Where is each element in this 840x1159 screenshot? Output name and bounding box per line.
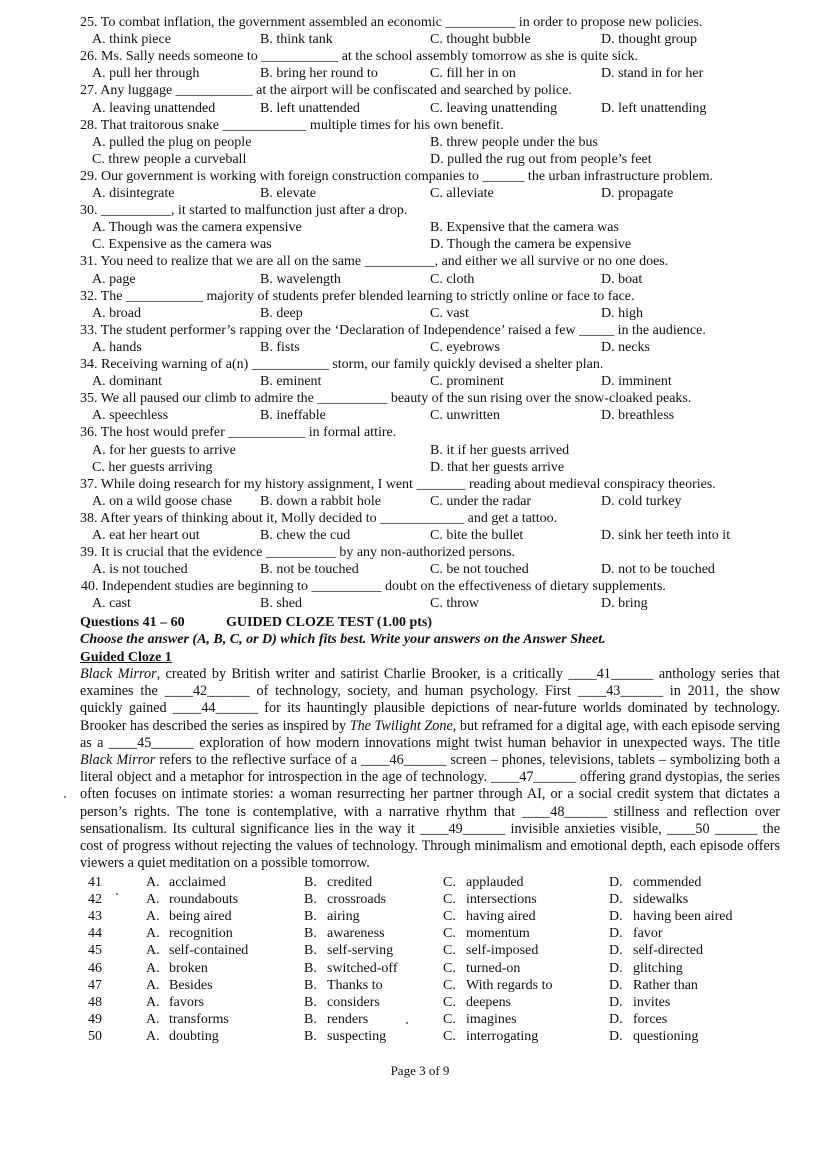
scan-speck	[116, 893, 118, 895]
answer-option[interactable]: A. disintegrate	[92, 186, 175, 201]
cloze-passage	[80, 666, 780, 872]
option-c[interactable]: intersections	[466, 892, 537, 908]
answer-option[interactable]: B. Expensive that the camera was	[430, 220, 619, 236]
section-title: GUIDED CLOZE TEST (1.00 pts)	[226, 615, 433, 630]
option-letter: B.	[304, 926, 317, 942]
question-text: 31. You need to realize that we are all on the same __________, and either we all survive or no one does.	[80, 254, 669, 270]
answer-option[interactable]: C. under the radar	[430, 493, 532, 509]
answer-table-row	[0, 1028, 840, 1045]
question-text: 37. While doing research for my history assignment, I went _______ reading about medieval conspiracy theories.	[80, 476, 716, 492]
question-text: 39. It is crucial that the evidence __________ by any non-authorized persons.	[80, 545, 516, 561]
option-letter: B.	[304, 1028, 317, 1044]
option-letter: A.	[146, 892, 160, 908]
answer-option[interactable]: D. imminent	[601, 374, 672, 390]
option-d[interactable]: self-directed	[633, 943, 703, 959]
option-letter: C.	[443, 875, 456, 890]
answer-option[interactable]: B. down a rabbit hole	[260, 493, 381, 509]
answer-table-row	[0, 1011, 840, 1028]
question-stem	[0, 82, 840, 99]
answer-option[interactable]: D. necks	[601, 339, 650, 355]
option-letter: B.	[304, 909, 317, 925]
option-letter: A.	[146, 1011, 160, 1027]
question-text: 32. The ___________ majority of students prefer blended learning to strictly online or face to face.	[80, 288, 635, 304]
option-b[interactable]: credited	[327, 875, 373, 890]
answer-option[interactable]: C. Expensive as the camera was	[92, 237, 272, 253]
option-row	[0, 305, 840, 322]
option-c[interactable]: imagines	[466, 1011, 517, 1027]
option-c[interactable]: applauded	[466, 875, 524, 890]
option-a[interactable]: doubting	[169, 1028, 219, 1044]
passage-title-italic: Black Mirror	[80, 666, 157, 682]
passage-reference-italic: The Twilight Zone	[349, 717, 453, 734]
question-text: 33. The student performer’s rapping over the ‘Declaration of Independence’ raised a few _____ in the audience.	[80, 322, 706, 338]
answer-table-row	[0, 874, 840, 891]
answer-option[interactable]: D. not to be touched	[601, 562, 715, 578]
answer-table-row	[0, 994, 840, 1011]
option-a[interactable]: Besides	[169, 977, 213, 993]
question-stem	[0, 544, 840, 561]
question-number: 49	[88, 1011, 102, 1027]
answer-option[interactable]: A. is not touched	[92, 562, 188, 578]
answer-option[interactable]: C. thought bubble	[430, 32, 531, 48]
question-text: 36. The host would prefer ___________ in formal attire.	[80, 425, 397, 441]
answer-option[interactable]: C. prominent	[430, 374, 504, 390]
option-d[interactable]: having been aired	[633, 909, 733, 925]
option-letter: C.	[443, 909, 456, 925]
answer-option[interactable]: D. that her guests arrive	[430, 459, 565, 475]
question-number: 47	[88, 977, 102, 993]
page-number: Page 3 of 9	[390, 1063, 450, 1078]
option-letter: D.	[609, 909, 623, 925]
option-row	[0, 407, 840, 424]
answer-option[interactable]: A. broad	[92, 305, 141, 321]
option-row	[0, 65, 840, 82]
question-stem	[0, 14, 840, 31]
answer-option[interactable]: C. throw	[430, 596, 479, 612]
option-letter: B.	[304, 977, 317, 993]
option-d[interactable]: questioning	[633, 1028, 699, 1044]
option-b[interactable]: airing	[327, 909, 360, 925]
passage-text: , created by British writer and satirist Charlie Brooker, is a critically ____41______ anthology series that examines the ____42______ of technology, society, and human psychology. First ____43______ in 2011, the show quickly gained ____44______ for its hauntingly plausible depictions of near-future worlds dominated by technology. Brooker has described the series as inspired by	[80, 666, 780, 734]
option-letter: C.	[443, 994, 456, 1010]
option-row	[0, 185, 840, 202]
answer-option[interactable]: B. ineffable	[260, 408, 326, 424]
option-row	[0, 561, 840, 578]
answer-option[interactable]: B. chew the cud	[260, 528, 351, 543]
answer-option[interactable]: B. shed	[260, 596, 302, 612]
section-range: Questions 41 – 60	[80, 615, 185, 630]
answer-option[interactable]: C. bite the bullet	[430, 528, 524, 543]
option-b[interactable]: renders	[327, 1011, 369, 1027]
answer-option[interactable]: B. left unattended	[260, 100, 360, 116]
option-row	[0, 219, 840, 236]
answer-option[interactable]: D. thought group	[601, 32, 698, 48]
option-row	[0, 134, 840, 151]
option-letter: C.	[443, 1011, 456, 1027]
option-letter: B.	[304, 994, 317, 1010]
question-number: 41	[88, 875, 102, 890]
question-text: 26. Ms. Sally needs someone to ___________ at the school assembly tomorrow as she is quite sick.	[80, 49, 638, 65]
question-number: 48	[88, 994, 102, 1010]
question-stem	[0, 510, 840, 527]
answer-option[interactable]: D. sink her teeth into it	[601, 528, 731, 543]
guided-cloze-subtitle: Guided Cloze 1	[80, 650, 172, 665]
option-letter: A.	[146, 875, 160, 890]
answer-option[interactable]: C. eyebrows	[430, 339, 500, 355]
question-stem	[0, 390, 840, 407]
option-letter: B.	[304, 875, 317, 890]
option-b[interactable]: considers	[327, 994, 380, 1010]
answer-option[interactable]: D. stand in for her	[601, 66, 704, 82]
option-letter: C.	[443, 943, 456, 959]
option-b[interactable]: switched-off	[327, 960, 398, 976]
option-row	[0, 339, 840, 356]
answer-option[interactable]: D. cold turkey	[601, 493, 682, 509]
option-letter: D.	[609, 1011, 623, 1027]
question-stem	[0, 253, 840, 270]
option-letter: A.	[146, 926, 160, 942]
option-d[interactable]: glitching	[633, 960, 683, 976]
question-text: 28. That traitorous snake ____________ multiple times for his own benefit.	[80, 117, 504, 133]
option-c[interactable]: having aired	[466, 909, 536, 925]
question-text: 27. Any luggage ___________ at the airport will be confiscated and searched by police.	[80, 83, 572, 99]
option-letter: C.	[443, 892, 456, 908]
option-b[interactable]: self-serving	[327, 943, 394, 959]
question-stem	[0, 322, 840, 339]
answer-option[interactable]: B. not be touched	[260, 562, 359, 578]
answer-option[interactable]: B. fists	[260, 339, 300, 355]
option-a[interactable]: favors	[169, 994, 204, 1010]
question-stem	[0, 48, 840, 65]
option-letter: A.	[146, 943, 160, 959]
answer-option[interactable]: B. wavelength	[260, 271, 341, 287]
question-number: 44	[88, 926, 102, 942]
option-c[interactable]: momentum	[466, 926, 530, 942]
question-number: 43	[88, 909, 102, 925]
answer-option[interactable]: C. threw people a curveball	[92, 151, 247, 167]
answer-option[interactable]: B. it if her guests arrived	[430, 442, 570, 458]
answer-option[interactable]: C. leaving unattending	[430, 100, 558, 116]
answer-option[interactable]: B. bring her round to	[260, 66, 378, 82]
option-a[interactable]: transforms	[169, 1011, 229, 1027]
answer-option[interactable]: A. leaving unattended	[92, 100, 216, 116]
answer-option[interactable]: C. alleviate	[430, 186, 494, 201]
question-text: 35. We all paused our climb to admire the __________ beauty of the sun rising over the snow-cloaked peaks.	[80, 391, 692, 407]
answer-option[interactable]: D. bring	[601, 596, 648, 612]
answer-option[interactable]: A. page	[92, 271, 136, 287]
section-heading	[80, 614, 433, 631]
answer-option[interactable]: B. deep	[260, 305, 303, 321]
option-row	[0, 527, 840, 544]
question-text: 29. Our government is working with foreign construction companies to ______ the urban infrastructure problem.	[80, 168, 713, 184]
option-b[interactable]: awareness	[327, 926, 385, 942]
option-letter: A.	[146, 960, 160, 976]
option-d[interactable]: forces	[633, 1011, 668, 1027]
question-text: 40. Independent studies are beginning to __________ doubt on the effectiveness of dietary supplements.	[81, 579, 666, 595]
answer-option[interactable]: D. high	[601, 305, 643, 321]
answer-option[interactable]: D. propagate	[601, 186, 674, 201]
option-c[interactable]: deepens	[466, 994, 512, 1010]
option-letter: D.	[609, 926, 623, 942]
question-stem	[0, 476, 840, 493]
question-text: 34. Receiving warning of a(n) ___________ storm, our family quickly devised a shelter plan.	[80, 357, 604, 372]
option-b[interactable]: Thanks to	[327, 977, 383, 993]
answer-table-row	[0, 908, 840, 925]
question-stem	[0, 424, 840, 441]
answer-option[interactable]: C. unwritten	[430, 408, 500, 424]
question-number: 50	[88, 1028, 102, 1044]
option-d[interactable]: invites	[633, 994, 671, 1010]
question-stem	[0, 117, 840, 134]
option-row	[0, 493, 840, 510]
option-letter: A.	[146, 994, 160, 1010]
question-stem	[0, 578, 840, 595]
answer-table-row	[0, 942, 840, 959]
option-c[interactable]: With regards to	[466, 977, 553, 993]
answer-option[interactable]: B. eminent	[260, 374, 322, 390]
option-b[interactable]: suspecting	[327, 1028, 387, 1044]
option-letter: B.	[304, 943, 317, 959]
answer-option[interactable]: C. cloth	[430, 271, 475, 287]
option-letter: B.	[304, 960, 317, 976]
option-row	[0, 373, 840, 390]
option-c[interactable]: self-imposed	[466, 943, 539, 959]
passage-text: , but reframed for a digital age, with each episode serving as a ____45______ exploration of how modern innovations might twist human behavior in unexpected ways. The title	[80, 717, 780, 751]
option-b[interactable]: crossroads	[327, 892, 387, 908]
answer-option[interactable]: A. Though was the camera expensive	[92, 220, 302, 236]
answer-table-row	[0, 977, 840, 994]
answer-option[interactable]: A. speechless	[92, 408, 169, 424]
answer-option[interactable]: B. threw people under the bus	[430, 134, 598, 150]
answer-option[interactable]: A. think piece	[92, 32, 171, 48]
option-letter: D.	[609, 994, 623, 1010]
question-number: 42	[88, 892, 102, 908]
option-letter: B.	[304, 1011, 317, 1027]
option-letter: D.	[609, 977, 623, 993]
answer-option[interactable]: D. breathless	[601, 408, 675, 424]
option-letter: D.	[609, 960, 623, 976]
question-text: 30. __________, it started to malfunction just after a drop.	[80, 203, 408, 219]
answer-option[interactable]: A. for her guests to arrive	[92, 442, 236, 458]
question-text: 25. To combat inflation, the government assembled an economic __________ in order to propose new policies.	[80, 15, 703, 30]
option-row	[0, 151, 840, 168]
option-a[interactable]: acclaimed	[169, 875, 226, 890]
option-d[interactable]: commended	[633, 875, 702, 890]
answer-option[interactable]: C. fill her in on	[430, 66, 516, 82]
answer-option[interactable]: C. vast	[430, 305, 469, 321]
option-c[interactable]: turned-on	[466, 960, 521, 976]
option-d[interactable]: sidewalks	[633, 892, 689, 908]
answer-option[interactable]: A. pull her through	[92, 66, 200, 82]
answer-option[interactable]: B. elevate	[260, 186, 316, 201]
option-letter: C.	[443, 960, 456, 976]
option-letter: D.	[609, 943, 623, 959]
option-letter: D.	[609, 875, 623, 890]
option-row	[0, 236, 840, 253]
answer-option[interactable]: A. hands	[92, 339, 142, 355]
answer-table-row	[0, 960, 840, 977]
passage-text: refers to the reflective surface of a ____46______ screen – phones, televisions, tablets – symbolizing both a literal object and a metaphor for introspection in the age of technology. ____47______ offering grand dystopias, the series often focuses on intimate stories: a woman resurrecting her partner through AI, or a social credit system that dictates a person’s rights. The tone is contemplative, with a narrative rhythm that ____48______ stillness and reflection over sensationalism. Its cultural significance lies in the way it ____49______ invisible anxieties visible, ____50 ______ the cost of progress without rejecting the values of technology. Through minimalism and emotional depth, each episode offers viewers a quiet meditation on a possible tomorrow.	[80, 752, 780, 872]
option-letter: D.	[609, 892, 623, 908]
option-d[interactable]: Rather than	[633, 977, 698, 993]
answer-option[interactable]: C. her guests arriving	[92, 459, 213, 475]
passage-title-italic: Black Mirror	[80, 752, 156, 769]
answer-table-row	[0, 891, 840, 908]
answer-option[interactable]: A. pulled the plug on people	[92, 134, 252, 150]
answer-table-row	[0, 925, 840, 942]
option-letter: D.	[609, 1028, 623, 1044]
option-a[interactable]: broken	[169, 960, 208, 976]
option-letter: A.	[146, 909, 160, 925]
answer-option[interactable]: A. eat her heart out	[92, 528, 200, 543]
answer-option[interactable]: C. be not touched	[430, 562, 529, 578]
answer-option[interactable]: D. left unattending	[601, 100, 707, 116]
answer-option[interactable]: A. cast	[92, 596, 131, 612]
answer-option[interactable]: D. pulled the rug out from people’s feet	[430, 151, 652, 167]
option-row	[0, 31, 840, 48]
answer-option[interactable]: A. on a wild goose chase	[92, 493, 232, 509]
question-text: 38. After years of thinking about it, Molly decided to ____________ and get a tattoo.	[80, 510, 558, 526]
question-number: 46	[88, 960, 102, 976]
option-row	[0, 100, 840, 117]
option-row	[0, 459, 840, 476]
scan-speck	[64, 796, 66, 798]
answer-option[interactable]: B. think tank	[260, 32, 333, 48]
option-letter: B.	[304, 892, 317, 908]
question-number: 45	[88, 943, 102, 959]
answer-option[interactable]: D. boat	[601, 271, 643, 287]
option-d[interactable]: favor	[633, 926, 663, 942]
option-c[interactable]: interrogating	[466, 1028, 539, 1044]
option-a[interactable]: recognition	[169, 926, 233, 942]
option-letter: A.	[146, 977, 160, 993]
question-stem	[0, 356, 840, 373]
option-a[interactable]: roundabouts	[169, 892, 239, 908]
question-stem	[0, 288, 840, 305]
option-letter: C.	[443, 977, 456, 993]
option-row	[0, 442, 840, 459]
option-a[interactable]: self-contained	[169, 943, 249, 959]
scan-speck	[406, 1022, 408, 1024]
question-stem	[0, 168, 840, 185]
option-letter: A.	[146, 1028, 160, 1044]
option-letter: C.	[443, 926, 456, 942]
answer-option[interactable]: A. dominant	[92, 374, 162, 390]
answer-option[interactable]: D. Though the camera be expensive	[430, 237, 632, 253]
option-letter: C.	[443, 1028, 456, 1044]
option-a[interactable]: being aired	[169, 909, 232, 925]
question-stem	[0, 202, 840, 219]
option-row	[0, 271, 840, 288]
section-instruction: Choose the answer (A, B, C, or D) which fits best. Write your answers on the Answer Sheet.	[80, 632, 606, 647]
option-row	[0, 595, 840, 612]
